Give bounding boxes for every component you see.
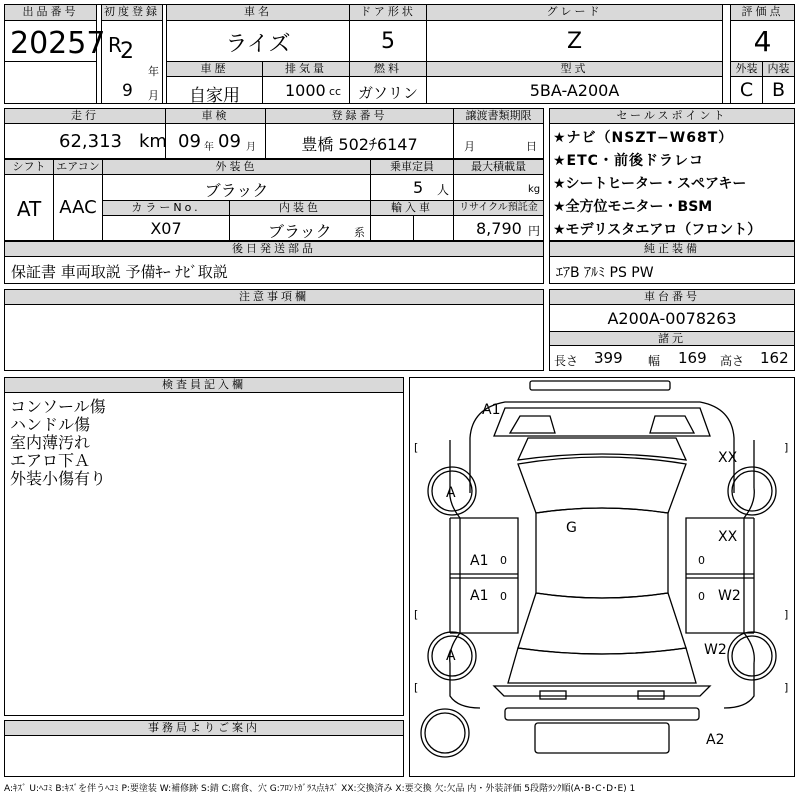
parts-value: 保証書 車両取説 予備ｷｰ ﾅﾋﾞ取説 bbox=[11, 263, 228, 281]
bracket: ] bbox=[784, 608, 789, 621]
first-reg-label: 初度登録 bbox=[101, 4, 163, 21]
reg-value: 豊橋 502ﾁ6147 bbox=[301, 135, 418, 154]
colorno-cell bbox=[102, 215, 230, 241]
damage-mark: A bbox=[446, 485, 456, 501]
history-cell bbox=[166, 76, 263, 104]
ext-label: 外装 bbox=[730, 61, 763, 77]
parts-cell bbox=[4, 256, 544, 284]
intcolor-unit: 系 bbox=[354, 226, 365, 239]
damage-mark: A1 bbox=[470, 553, 489, 569]
len-value: 399 bbox=[594, 349, 623, 367]
era: R bbox=[108, 33, 122, 57]
inspect-cell bbox=[165, 123, 266, 159]
damage-mark: W2 bbox=[718, 588, 741, 604]
mileage-unit: km bbox=[139, 131, 167, 152]
doc-day: 日 bbox=[526, 140, 537, 153]
zero-mark: 0 bbox=[500, 554, 507, 567]
sales-item: ★シートヒーター・スペアキー bbox=[553, 176, 747, 192]
recycle-value: 8,790 bbox=[476, 219, 522, 238]
doc-month: 月 bbox=[464, 140, 475, 153]
seats-cell bbox=[370, 174, 454, 201]
inspect-year-unit: 年 bbox=[204, 142, 214, 153]
reg-label: 登録番号 bbox=[265, 108, 454, 124]
colorno-label: カラーNo. bbox=[102, 200, 230, 216]
damage-mark: XX bbox=[718, 529, 738, 545]
name-cell bbox=[166, 20, 350, 62]
chassis-label: 車台番号 bbox=[549, 289, 795, 305]
import-cell-b bbox=[413, 215, 454, 241]
int-label: 内装 bbox=[762, 61, 795, 77]
lot-label: 出品番号 bbox=[4, 4, 97, 21]
doc-label: 譲渡書類期限 bbox=[453, 108, 544, 124]
fuel-value: ガソリン bbox=[357, 84, 418, 102]
history-value: 自家用 bbox=[189, 86, 240, 106]
zero-mark: 0 bbox=[500, 590, 507, 603]
model-label: 型式 bbox=[426, 61, 723, 77]
intcolor-cell bbox=[229, 215, 371, 241]
shift-cell bbox=[4, 174, 54, 241]
import-cell-a bbox=[370, 215, 414, 241]
fuel-label: 燃料 bbox=[349, 61, 427, 77]
disp-unit: cc bbox=[329, 85, 342, 98]
zero-mark: 0 bbox=[698, 554, 705, 567]
mileage-value: 62,313 bbox=[59, 131, 122, 152]
bracket: ] bbox=[784, 681, 789, 694]
door-value: 5 bbox=[381, 29, 395, 54]
office-cell bbox=[4, 735, 404, 777]
lot-blank bbox=[4, 61, 97, 104]
notes-label: 注意事項欄 bbox=[4, 289, 544, 305]
office-label: 事務局よりご案内 bbox=[4, 720, 404, 736]
recycle-cell bbox=[453, 215, 544, 241]
seats-value: 5 bbox=[413, 178, 424, 197]
sales-item: ★ナビ（NSZT−W68T） bbox=[553, 130, 734, 146]
seats-label: 乗車定員 bbox=[370, 159, 454, 175]
recycle-unit: 円 bbox=[528, 224, 541, 238]
inspector-cell bbox=[4, 392, 404, 716]
door-cell bbox=[349, 20, 427, 62]
inspector-label: 検査員記入欄 bbox=[4, 377, 404, 393]
intcolor-label: 内装色 bbox=[229, 200, 371, 216]
bracket: [ bbox=[414, 441, 419, 454]
damage-mark: XX bbox=[718, 450, 738, 466]
score-label: 評価点 bbox=[730, 4, 795, 21]
lot-number: 20257 bbox=[10, 26, 106, 61]
grade-label: グレード bbox=[426, 4, 723, 21]
name-label: 車名 bbox=[166, 4, 350, 21]
dims-label: 諸元 bbox=[549, 331, 795, 346]
car-diagram bbox=[409, 377, 795, 777]
color-value: ブラック bbox=[204, 181, 269, 200]
disp-cell bbox=[262, 76, 350, 104]
equip-cell bbox=[549, 256, 795, 284]
ac-label: エアコン bbox=[53, 159, 103, 175]
disp-label: 排気量 bbox=[262, 61, 350, 77]
int-cell bbox=[762, 76, 795, 104]
inspect-month: 09 bbox=[218, 131, 241, 152]
len-label: 長さ bbox=[554, 354, 579, 368]
sales-item: ★ETC・前後ドラレコ bbox=[553, 153, 704, 169]
equip-value: ｴｱB ｱﾙﾐ PS PW bbox=[556, 265, 654, 281]
sales-label: セールスポイント bbox=[549, 108, 795, 124]
shift-value: AT bbox=[16, 197, 42, 221]
reg-cell bbox=[265, 123, 454, 159]
lot-cell bbox=[4, 20, 106, 62]
history-label: 車歴 bbox=[166, 61, 263, 77]
damage-mark: A bbox=[446, 648, 456, 664]
notes-cell bbox=[4, 304, 544, 371]
seats-unit: 人 bbox=[437, 183, 450, 197]
disp-value: 1000 bbox=[285, 81, 326, 100]
first-reg-cell bbox=[101, 20, 163, 104]
inspector-line: ハンドル傷 bbox=[10, 415, 91, 434]
ext-cell bbox=[730, 76, 763, 104]
grade-value: Z bbox=[566, 29, 583, 54]
inspector-line: エアロ下Ａ bbox=[10, 451, 91, 470]
chassis-value: A200A-0078263 bbox=[607, 309, 737, 328]
year-num: 2 bbox=[120, 39, 134, 64]
sales-cell bbox=[549, 123, 795, 241]
damage-mark: A1 bbox=[482, 402, 501, 418]
bracket: ] bbox=[784, 441, 789, 454]
bracket: [ bbox=[414, 681, 419, 694]
hgt-value: 162 bbox=[760, 349, 789, 367]
inspect-year: 09 bbox=[178, 131, 201, 152]
equip-label: 純正装備 bbox=[549, 241, 795, 257]
damage-mark: G bbox=[566, 520, 577, 536]
model-value: 5BA-A200A bbox=[529, 81, 620, 100]
int-value: B bbox=[771, 79, 786, 101]
legend-text: A:ｷｽﾞ U:ﾍｺﾐ B:ｷｽﾞを伴うﾍｺﾐ P:要塗装 W:補修跡 S:錆 C:腐食、穴 G:ﾌﾛﾝﾄｶﾞﾗｽ点ｷｽﾞ XX:交換済み X:要交換 欠:欠品 内・外装評価 5段階ﾗﾝｸ順(A･B･C･D･E) 1 bbox=[4, 784, 636, 794]
car-name: ライズ bbox=[225, 32, 291, 57]
damage-mark: A2 bbox=[706, 732, 725, 748]
damage-mark: A1 bbox=[470, 588, 489, 604]
color-cell bbox=[102, 174, 371, 201]
mileage-label: 走行 bbox=[4, 108, 166, 124]
colorno-value: X07 bbox=[150, 219, 182, 238]
ext-value: C bbox=[739, 79, 754, 101]
ac-value: AAC bbox=[59, 197, 97, 218]
hgt-label: 高さ bbox=[720, 354, 745, 368]
month-unit: 月 bbox=[148, 89, 159, 102]
load-unit: kg bbox=[528, 184, 541, 195]
wid-value: 169 bbox=[678, 349, 707, 367]
shift-label: シフト bbox=[4, 159, 54, 175]
parts-label: 後日発送部品 bbox=[4, 241, 544, 257]
mileage-cell bbox=[4, 123, 166, 159]
fuel-cell bbox=[349, 76, 427, 104]
zero-mark: 0 bbox=[698, 590, 705, 603]
grade-cell bbox=[426, 20, 723, 62]
damage-mark: W2 bbox=[704, 642, 727, 658]
dims-cell bbox=[549, 345, 795, 371]
year-unit: 年 bbox=[148, 65, 159, 78]
inspector-line: 外装小傷有り bbox=[10, 469, 107, 488]
color-label: 外装色 bbox=[102, 159, 371, 175]
chassis-cell bbox=[549, 304, 795, 332]
doc-cell bbox=[453, 123, 544, 159]
sales-item: ★全方位モニター・BSM bbox=[553, 199, 713, 215]
car-diagram-svg bbox=[410, 378, 794, 776]
sales-item: ★モデリスタエアロ（フロント） bbox=[553, 222, 762, 238]
inspect-month-unit: 月 bbox=[246, 142, 256, 153]
wid-label: 幅 bbox=[648, 354, 661, 368]
door-label: ドア形状 bbox=[349, 4, 427, 21]
intcolor-value: ブラック bbox=[268, 222, 332, 241]
month-num: 9 bbox=[122, 81, 133, 101]
model-cell bbox=[426, 76, 723, 104]
bracket: [ bbox=[414, 608, 419, 621]
inspector-line: 室内薄汚れ bbox=[10, 433, 91, 452]
import-label: 輸入車 bbox=[370, 200, 454, 216]
load-cell bbox=[453, 174, 544, 201]
load-label: 最大積載量 bbox=[453, 159, 544, 175]
recycle-label: リサイクル預託金 bbox=[453, 200, 544, 216]
score-value: 4 bbox=[753, 25, 772, 58]
score-cell bbox=[730, 20, 795, 62]
inspector-line: コンソール傷 bbox=[10, 397, 106, 416]
ac-cell bbox=[53, 174, 103, 241]
inspect-label: 車検 bbox=[165, 108, 266, 124]
